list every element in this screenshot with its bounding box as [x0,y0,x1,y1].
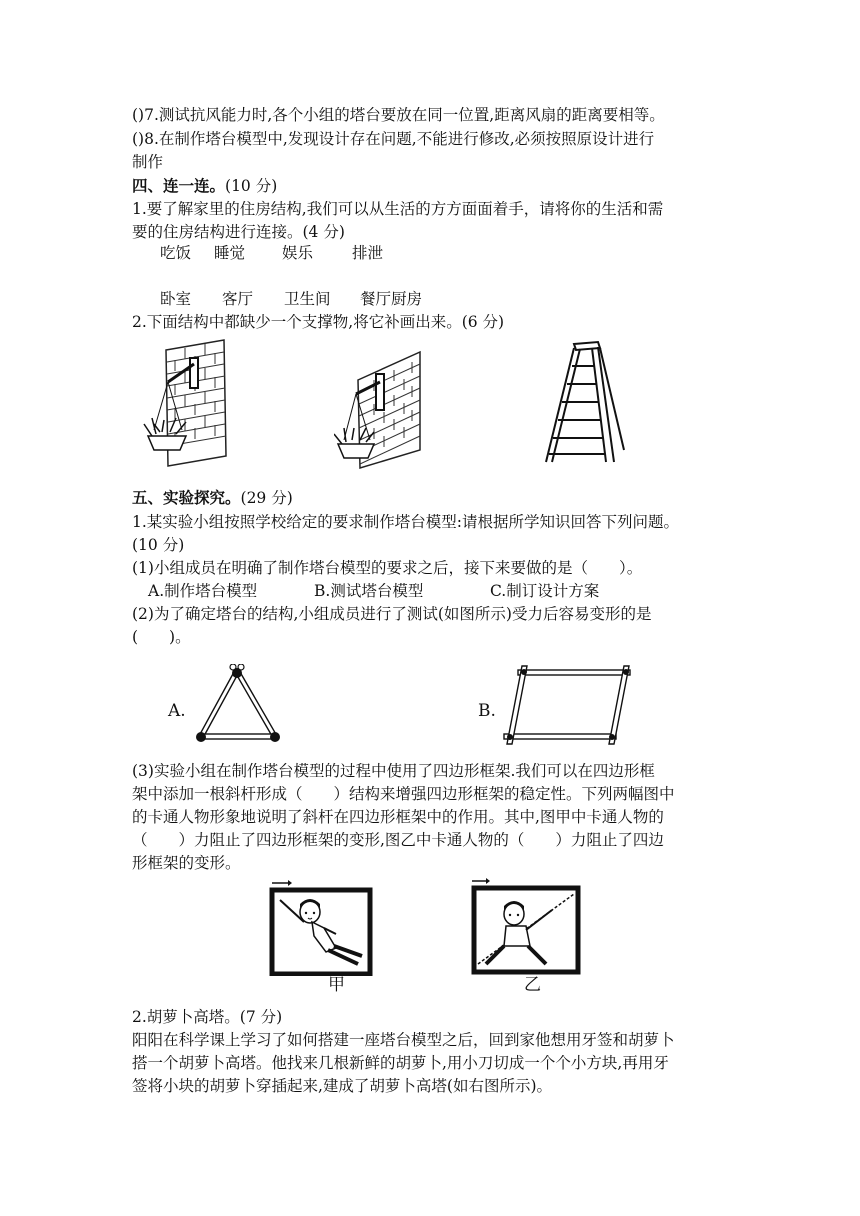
s5-sub3-line1: (3)实验小组在制作塔台模型的过程中使用了四边形框架.我们可以在四边形框 [132,762,655,780]
s5-q2-line1: 阳阳在科学课上学习了如何搭建一座塔台模型之后，回到家他想用牙签和胡萝卜 [132,1031,675,1049]
fig-b-label: B. [478,701,496,721]
s4-q1-line2: 要的住房结构进行连接。(4 分) [132,223,345,241]
activity-4: 排泄 [352,244,384,262]
s5-sub2-line2: ( )。 [132,628,191,646]
cartoon-frame-yi-image [466,876,584,976]
hanging-basket-image-1 [140,338,232,470]
room-2: 客厅 [222,290,254,308]
s5-q1-line2: (10 分) [132,536,185,554]
section4-heading [132,175,277,197]
room-4: 餐厅厨房 [360,290,423,308]
question-8-line1: ()8.在制作塔台模型中,发现设计存在问题,不能进行修改,必须按照原设计进行 [132,130,655,148]
s5-q2-title: 2.胡萝卜高塔。(7 分) [132,1008,283,1026]
s5-sub3-line5: 形框架的变形。 [132,854,241,872]
s5-q2-line3: 签将小块的胡萝卜穿插起来,建成了胡萝卜高塔(如右图所示)。 [132,1077,553,1095]
s5-sub3-line4: （ ）力阻止了四边形框架的变形,图乙中卡通人物的（ ）力阻止了四边 [132,831,664,849]
room-3: 卫生间 [284,290,331,308]
option-a: A.制作塔台模型 [148,582,258,600]
cartoon-frame-jia-image [266,878,376,976]
hanging-basket-image-2 [334,350,426,470]
fig-yi-label: 乙 [524,975,541,995]
s4-q2: 2.下面结构中都缺少一个支撑物,将它补画出来。(6 分) [132,313,505,331]
triangle-frame-image [192,664,284,746]
option-c: C.制订设计方案 [490,582,600,600]
s4-q1-line1: 1.要了解家里的住房结构,我们可以从生活的方方面面着手，请将你的生活和需 [132,200,664,218]
s5-sub3-line2: 架中添加一根斜杆形成（ ）结构来增强四边形框架的稳定性。下列两幅图中 [132,785,675,803]
s5-sub1: (1)小组成员在明确了制作塔台模型的要求之后，接下来要做的是（ ）。 [132,559,643,577]
fig-jia-label: 甲 [328,975,345,995]
s5-sub2-line1: (2)为了确定塔台的结构,小组成员进行了测试(如图所示)受力后容易变形的是 [132,605,652,623]
s5-q2-line2: 搭一个胡萝卜高塔。他找来几根新鲜的胡萝卜,用小刀切成一个个小方块,再用牙 [132,1054,669,1072]
option-b: B.测试塔台模型 [314,582,424,600]
activity-1: 吃饭 [160,244,192,262]
ladder-image [540,338,626,470]
fig-a-label: A. [168,701,186,721]
section5-title: 五、实验探究。 [132,489,241,507]
parallelogram-frame-image [500,662,634,748]
s5-sub3-line3: 的卡通人物形象地说明了斜杆在四边形框架中的作用。其中,图甲中卡通人物的 [132,808,664,826]
activity-2: 睡觉 [214,244,246,262]
question-7: ()7.测试抗风能力时,各个小组的塔台要放在同一位置,距离风扇的距离要相等。 [132,106,665,124]
activity-3: 娱乐 [282,244,314,262]
room-1: 卧室 [160,290,192,308]
section4-title: 四、连一连。 [132,177,226,195]
s5-q1-line1: 1.某实验小组按照学校给定的要求制作塔台模型:请根据所学知识回答下列问题。 [132,513,680,531]
section5-score: (29 分) [240,489,293,507]
section5-heading [132,487,293,509]
section4-score: (10 分) [225,177,278,195]
question-8-line2: 制作 [132,153,164,171]
